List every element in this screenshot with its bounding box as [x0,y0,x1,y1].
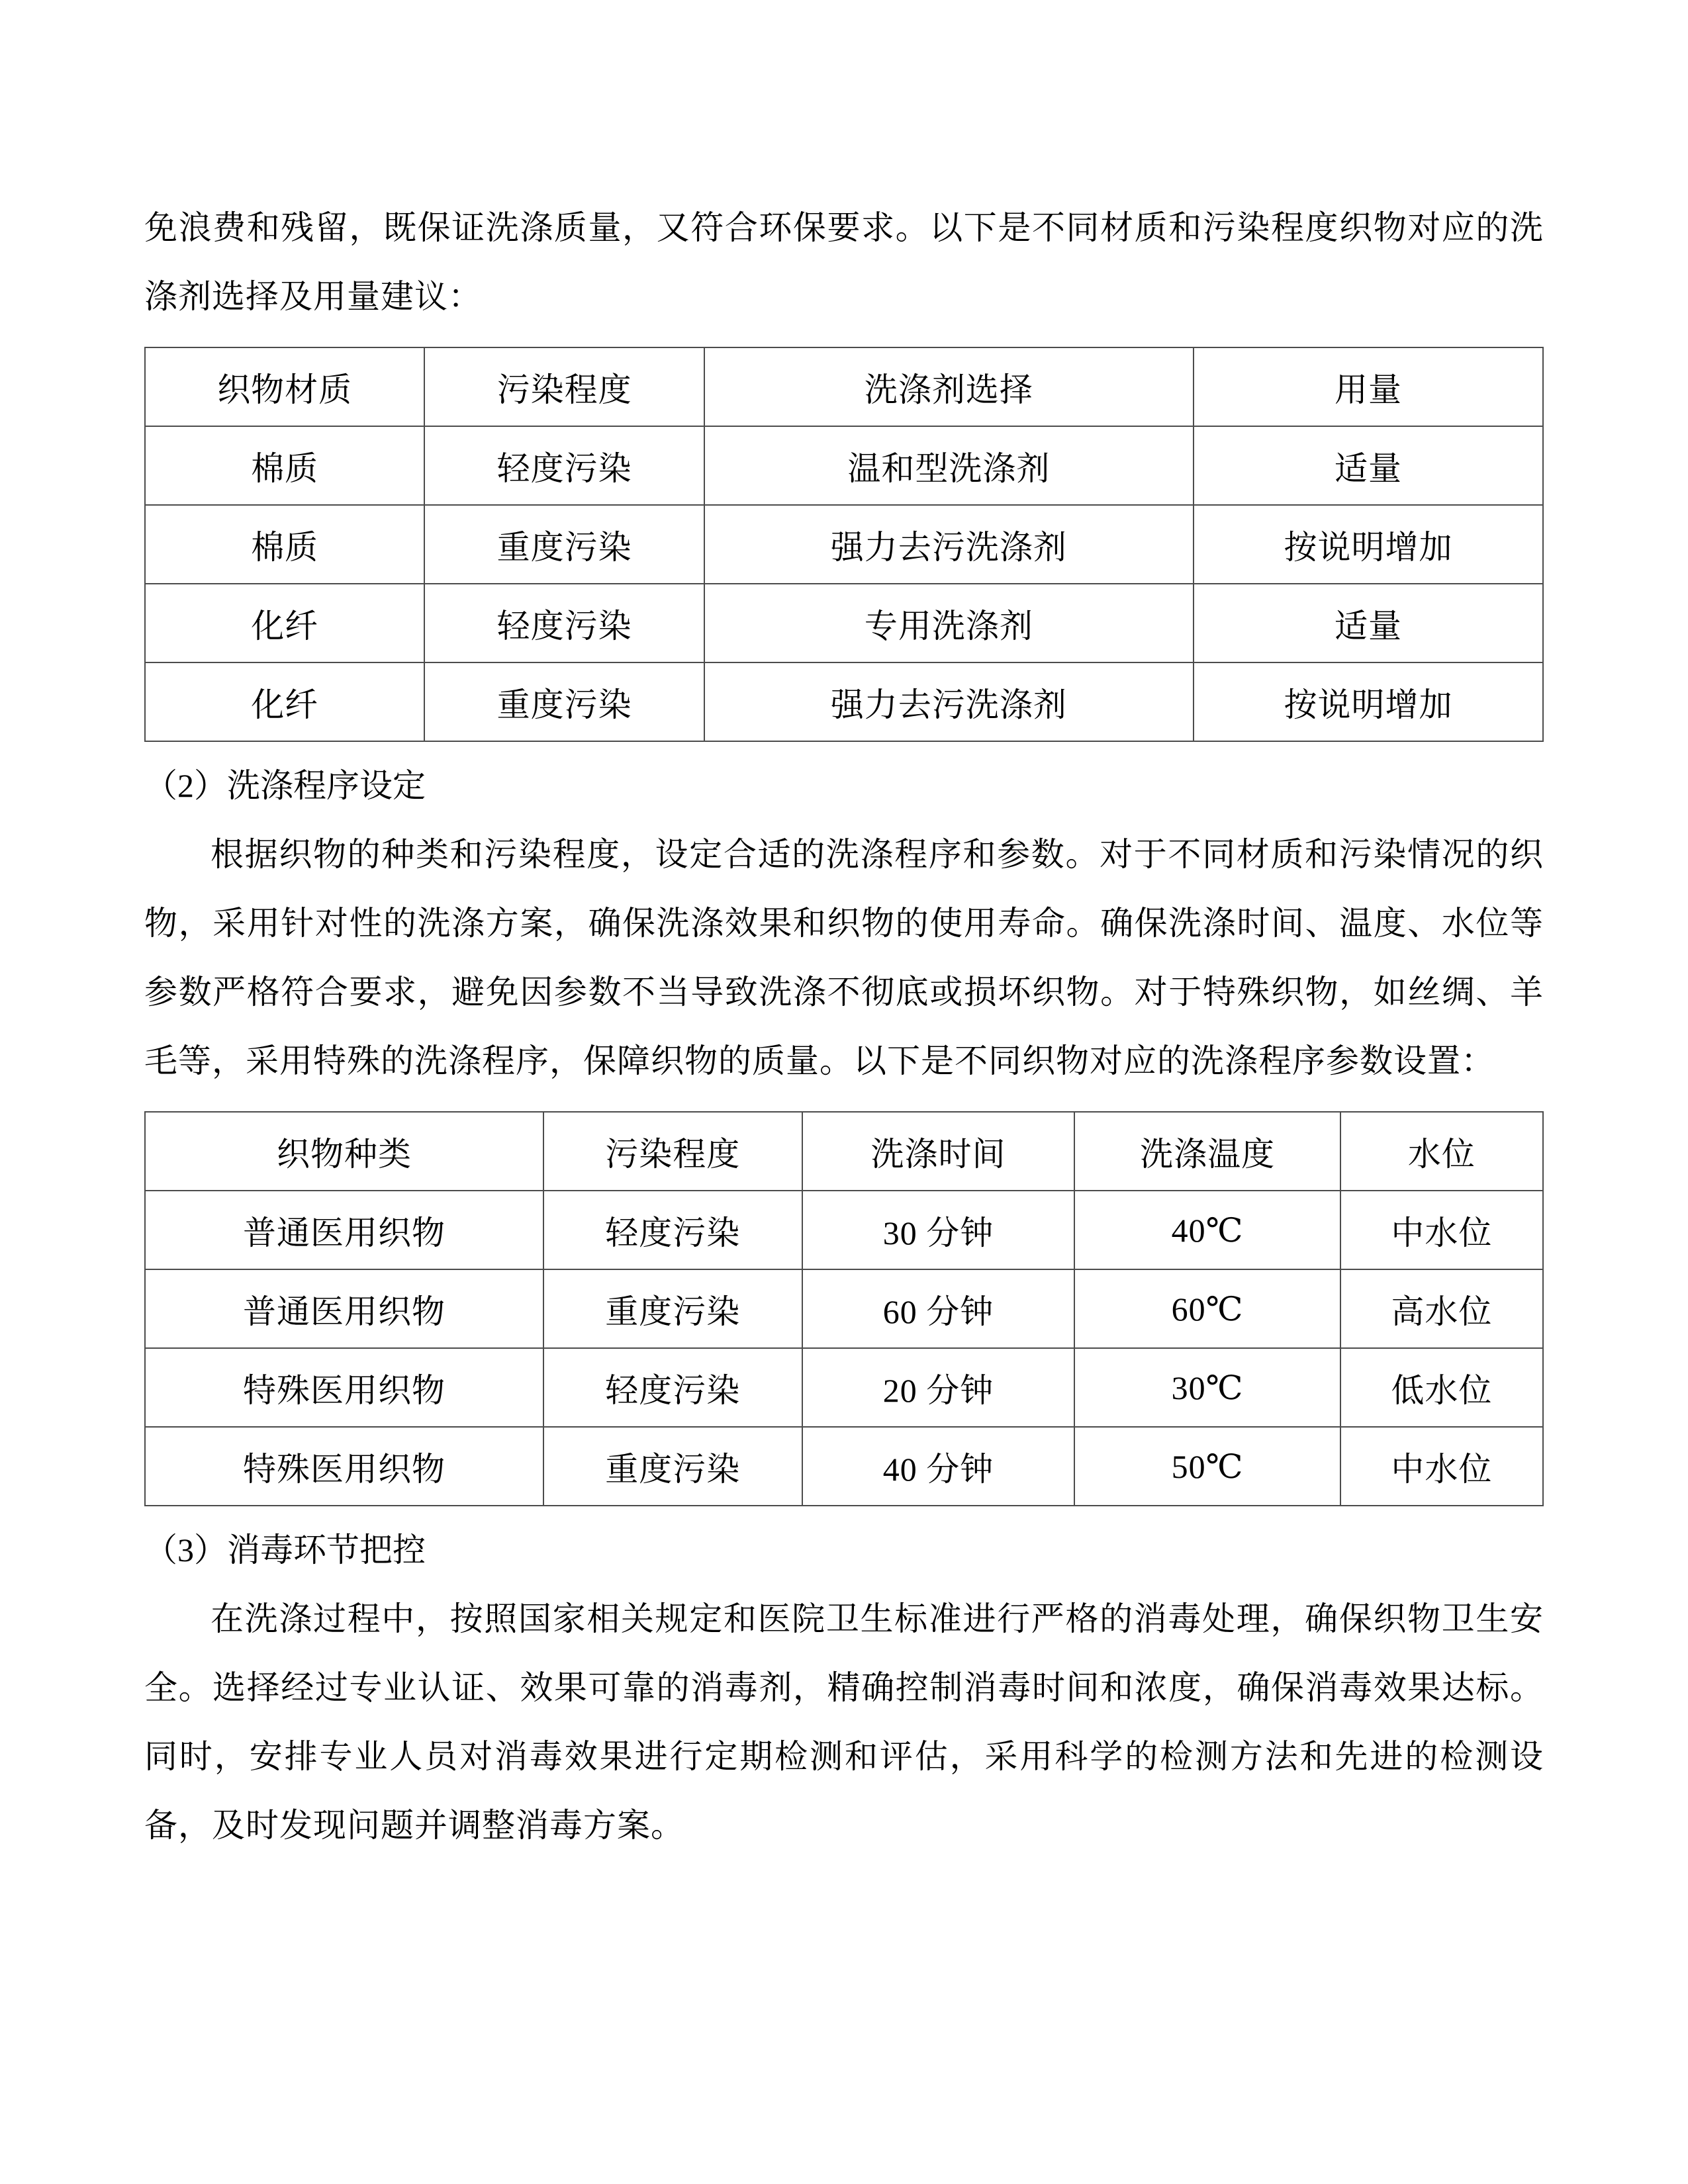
table-cell: 60 分钟 [802,1269,1075,1348]
table-cell: 化纤 [145,584,424,662]
table-cell: 轻度污染 [543,1191,802,1269]
table-row [145,662,1543,741]
table-cell: 中水位 [1340,1191,1543,1269]
table-cell: 轻度污染 [424,584,704,662]
table-cell: 特殊医用织物 [145,1348,543,1427]
table-header-cell: 污染程度 [543,1112,802,1191]
program-table-header-row [145,1112,1543,1191]
table-cell: 棉质 [145,426,424,505]
table-cell: 重度污染 [424,505,704,584]
table-cell: 50℃ [1074,1427,1340,1506]
table-header-cell: 洗涤剂选择 [704,347,1194,426]
program-table [144,1111,1544,1506]
table-cell: 低水位 [1340,1348,1543,1427]
detergent-table-header-row [145,347,1543,426]
table-row [145,584,1543,662]
table-cell: 特殊医用织物 [145,1427,543,1506]
table-cell: 重度污染 [424,662,704,741]
table-cell: 30 分钟 [802,1191,1075,1269]
table-cell: 按说明增加 [1194,662,1543,741]
table-header-cell: 洗涤温度 [1074,1112,1340,1191]
table-cell: 重度污染 [543,1269,802,1348]
table-cell: 棉质 [145,505,424,584]
table-cell: 化纤 [145,662,424,741]
table-cell: 温和型洗涤剂 [704,426,1194,505]
table-cell: 重度污染 [543,1427,802,1506]
table-cell: 高水位 [1340,1269,1543,1348]
table-cell: 普通医用织物 [145,1191,543,1269]
table-header-cell: 水位 [1340,1112,1543,1191]
table-header-cell: 洗涤时间 [802,1112,1075,1191]
table-cell: 普通医用织物 [145,1269,543,1348]
table-cell: 20 分钟 [802,1348,1075,1427]
table-cell: 专用洗涤剂 [704,584,1194,662]
table-cell: 40 分钟 [802,1427,1075,1506]
detergent-table [144,347,1544,742]
table-row [145,1427,1543,1506]
table-header-cell: 织物种类 [145,1112,543,1191]
table-row [145,1269,1543,1348]
table-header-cell: 污染程度 [424,347,704,426]
disinfection-paragraph: 在洗涤过程中，按照国家相关规定和医院卫生标准进行严格的消毒处理，确保织物卫生安全。选择经过专业认证、效果可靠的消毒剂，精确控制消毒时间和浓度，确保消毒效果达标。同时，安排专业人员对消毒效果进行定期检测和评估，采用科学的检测方法和先进的检测设备，及时发现问题并调整消毒方案。 [144,1600,1544,1844]
table-cell: 60℃ [1074,1269,1340,1348]
table-cell: 40℃ [1074,1191,1340,1269]
table-cell: 适量 [1194,426,1543,505]
table-row [145,426,1543,505]
table-cell: 中水位 [1340,1427,1543,1506]
table-cell: 按说明增加 [1194,505,1543,584]
table-cell: 轻度污染 [424,426,704,505]
table-row [145,1348,1543,1427]
table-header-cell: 织物材质 [145,347,424,426]
section-heading-washing-program: （2）洗涤程序设定 [144,767,426,804]
table-cell: 轻度污染 [543,1348,802,1427]
intro-paragraph: 免浪费和残留，既保证洗涤质量，又符合环保要求。以下是不同材质和污染程度织物对应的洗涤剂选择及用量建议： [144,209,1544,315]
table-row [145,505,1543,584]
program-table-body [145,1191,1543,1506]
table-row [145,1191,1543,1269]
section-heading-disinfection: （3）消毒环节把控 [144,1531,426,1569]
detergent-table-body [145,426,1543,741]
table-cell: 强力去污洗涤剂 [704,662,1194,741]
table-cell: 强力去污洗涤剂 [704,505,1194,584]
table-header-cell: 用量 [1194,347,1543,426]
table-cell: 30℃ [1074,1348,1340,1427]
table-cell: 适量 [1194,584,1543,662]
washing-program-paragraph: 根据织物的种类和污染程度，设定合适的洗涤程序和参数。对于不同材质和污染情况的织物，采用针对性的洗涤方案，确保洗涤效果和织物的使用寿命。确保洗涤时间、温度、水位等参数严格符合要求，避免因参数不当导致洗涤不彻底或损坏织物。对于特殊织物，如丝绸、羊毛等，采用特殊的洗涤程序，保障织物的质量。以下是不同织物对应的洗涤程序参数设置： [144,836,1544,1079]
